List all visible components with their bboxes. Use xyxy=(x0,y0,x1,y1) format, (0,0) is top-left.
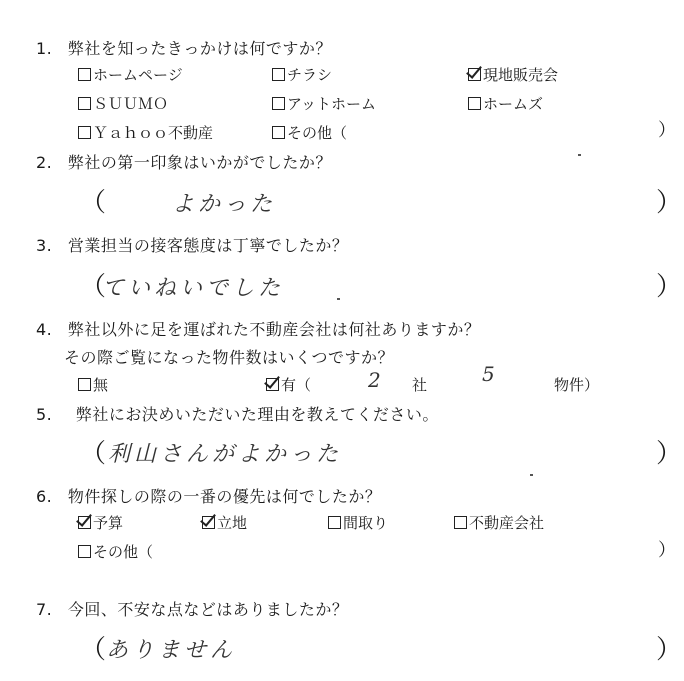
q6-other-close-paren: ） xyxy=(658,540,676,561)
q4-option-yes[interactable]: 有（ xyxy=(266,374,311,395)
q4-property-unit: 物件） xyxy=(554,376,600,394)
checkbox[interactable] xyxy=(78,378,91,391)
checkbox[interactable] xyxy=(328,516,341,529)
q6-text: 物件探しの際の一番の優先は何でしたか？ xyxy=(67,487,382,506)
q5-close-paren: ） xyxy=(656,439,683,469)
q4-company-count[interactable]: 2 xyxy=(368,368,381,392)
q3-close-paren: ） xyxy=(656,272,683,302)
checkbox-checked[interactable] xyxy=(468,68,481,81)
q1-text: 弊社を知ったきっかけは何ですか？ xyxy=(67,39,332,58)
q4-text-line2: その際ご覧になった物件数はいくつですか？ xyxy=(64,348,395,367)
q5-number: 5. xyxy=(36,405,53,424)
q1-number: 1. xyxy=(36,39,53,58)
checkbox-checked[interactable] xyxy=(202,516,215,529)
q1-option-suumo[interactable]: ＳＵＵＭＯ xyxy=(78,93,168,114)
q4-text-line1: 弊社以外に足を運ばれた不動産会社は何社ありますか？ xyxy=(67,320,481,339)
q2-answer[interactable]: よかった xyxy=(172,192,277,217)
scan-speck xyxy=(337,298,340,300)
scan-speck xyxy=(530,474,533,476)
q1-option-homepage[interactable]: ホームページ xyxy=(78,64,183,85)
checkbox[interactable] xyxy=(468,97,481,110)
q2-text: 弊社の第一印象はいかがでしたか？ xyxy=(67,153,332,172)
q1-option-athome[interactable]: アットホーム xyxy=(272,93,376,114)
q7-text: 今回、不安な点などはありましたか？ xyxy=(67,600,349,619)
q7-number: 7. xyxy=(36,600,53,619)
checkbox[interactable] xyxy=(78,126,91,139)
q4-number: 4. xyxy=(36,320,53,339)
q1-option-open-house[interactable]: 現地販売会 xyxy=(468,64,558,85)
q1-option-other[interactable]: その他（ xyxy=(272,122,347,143)
scan-speck xyxy=(578,154,581,156)
q2-number: 2. xyxy=(36,153,53,172)
q4-question xyxy=(36,317,480,340)
q4-property-count[interactable]: 5 xyxy=(482,362,495,386)
checkbox[interactable] xyxy=(272,126,285,139)
q6-option-layout[interactable]: 間取り xyxy=(328,512,388,533)
checkbox[interactable] xyxy=(78,97,91,110)
q6-option-budget[interactable]: 予算 xyxy=(78,512,123,533)
q6-option-agency[interactable]: 不動産会社 xyxy=(454,512,544,533)
q5-answer[interactable]: 利山さんがよかった xyxy=(108,442,343,467)
q5-text: 弊社にお決めいただいた理由を教えてください。 xyxy=(75,405,439,424)
checkbox[interactable] xyxy=(454,516,467,529)
q6-option-location[interactable]: 立地 xyxy=(202,512,247,533)
q1-option-flyer[interactable]: チラシ xyxy=(272,64,332,85)
q3-open-paren: （ xyxy=(80,272,107,302)
q6-question xyxy=(36,484,381,507)
q5-open-paren: （ xyxy=(80,439,107,469)
checkbox[interactable] xyxy=(272,97,285,110)
q2-open-paren: （ xyxy=(80,188,107,218)
checkbox[interactable] xyxy=(272,68,285,81)
checkbox-checked[interactable] xyxy=(78,516,91,529)
q1-option-yahoo[interactable]: Ｙａｈｏｏ不動産 xyxy=(78,122,213,143)
q4-company-unit: 社 xyxy=(412,376,428,394)
q2-question xyxy=(36,150,332,173)
q7-question xyxy=(36,597,348,620)
q3-question xyxy=(36,233,348,256)
q4-option-none[interactable]: 無 xyxy=(78,374,108,395)
q2-close-paren: ） xyxy=(656,188,683,218)
q6-option-other[interactable]: その他（ xyxy=(78,541,153,562)
q3-text: 営業担当の接客態度は丁寧でしたか？ xyxy=(67,236,349,255)
q3-number: 3. xyxy=(36,236,53,255)
q7-answer[interactable]: ありません xyxy=(106,638,237,663)
q7-open-paren: （ xyxy=(80,635,107,665)
q1-option-homes[interactable]: ホームズ xyxy=(468,93,543,114)
q7-close-paren: ） xyxy=(656,635,683,665)
q1-other-close-paren: ） xyxy=(658,120,676,141)
q5-question xyxy=(36,402,439,425)
checkbox[interactable] xyxy=(78,545,91,558)
checkbox[interactable] xyxy=(78,68,91,81)
q1-question xyxy=(36,36,332,59)
q6-number: 6. xyxy=(36,487,53,506)
q3-answer[interactable]: ていねいでした xyxy=(102,276,285,301)
checkbox-checked[interactable] xyxy=(266,378,279,391)
